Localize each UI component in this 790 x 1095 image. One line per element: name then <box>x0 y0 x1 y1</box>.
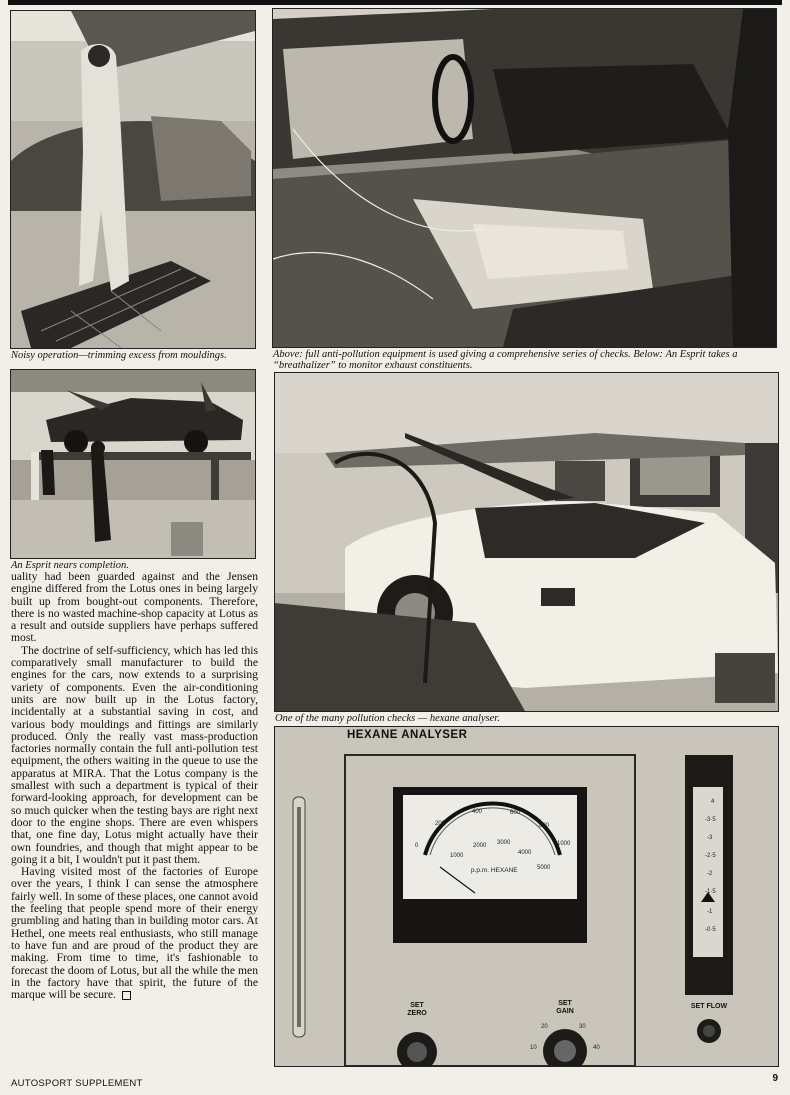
flow-scale-tick: -1 <box>707 909 713 915</box>
meter-inner-tick: 5000 <box>537 865 551 871</box>
page-number: 9 <box>772 1073 778 1084</box>
article-paragraph: uality had been guarded against and the Jensen engine differed from the Lotus ones in being largely built up from bought-out components. Therefore, there is no wasted machine-shop capacity at Lotus as a result and outside suppliers have perhaps suffered most. <box>11 571 258 645</box>
end-of-article-icon <box>122 991 131 1000</box>
flow-scale-tick: -3 <box>707 835 713 841</box>
meter-unit-label: p.p.m. HEXANE <box>471 867 518 874</box>
top-rule <box>8 0 782 5</box>
meter-inner-tick: 1000 <box>450 853 464 859</box>
photo-esprit-completion <box>10 369 256 559</box>
article-paragraph-text: Having visited most of the factories of Europe over the years, I think I can sense the atmosphere fairly well. In some of these places, one cannot avoid the feeling that people spend more of their energy grumbling and hating than in building motor cars. At Hethel, one meets real enthusiasts, who still manage to have fun and are proud of the product they are making. From time to time, it's fashionable to forecast the doom of Lotus, but all the while the men in the factory have that spirit, the future of the marque will be secure. <box>11 865 258 1002</box>
article-paragraph <box>11 866 258 1001</box>
flow-scale-tick: -2 <box>707 871 713 877</box>
set-gain-label: SET GAIN <box>556 1000 574 1015</box>
meter-outer-tick: 800 <box>539 823 550 829</box>
gain-scale-tick: 20 <box>541 1024 548 1030</box>
flow-scale-tick: -3·5 <box>705 817 716 823</box>
meter-outer-tick: 1000 <box>557 841 571 847</box>
article-paragraph: The doctrine of self-sufficiency, which has led this comparatively small manufacturer to build the engines for the cars, now extends to a surprising variety of components. Even the air-conditioning units are now built up in the Lotus factory, incidentally at a substantial saving in cost, and various body mouldings and fittings are similarly produced. Only the really vast mass-production factories normally contain the full anti-pollution test equipment, the others waiting in the queue to use the apparatus at MIRA. That the Lotus company is the smallest with such a department is typical of their forward-looking approach, for development can be so much quicker when the testing bays are right next door to the engine shops. There are even whispers that, one fine day, Lotus might actually have their own foundries, and though that might appear to be going it a bit, I wouldn't put it past them. <box>11 643 258 866</box>
meter-outer-tick: 0 <box>415 843 419 849</box>
photo-hexane-analyser <box>274 726 779 1067</box>
gain-scale-tick: 10 <box>530 1045 537 1051</box>
flow-scale-tick: -0·5 <box>705 927 716 933</box>
flow-scale-tick: -2·5 <box>705 853 716 859</box>
gain-scale-tick: 40 <box>593 1045 600 1051</box>
caption-pollution-equipment: Above: full anti-pollution equipment is used giving a comprehensive series of checks. Below: An Esprit takes a “breathalizer” to monitor exhaust constituents. <box>273 349 738 371</box>
publication-name: AUTOSPORT SUPPLEMENT <box>11 1078 143 1089</box>
set-zero-label: SET ZERO <box>407 1002 427 1017</box>
article-body <box>11 571 258 1076</box>
gain-scale-tick: 30 <box>579 1024 586 1030</box>
meter-outer-tick: 600 <box>510 810 521 816</box>
caption-esprit-completion: An Esprit nears completion. <box>11 560 129 571</box>
flow-scale-tick: 4 <box>711 799 715 805</box>
meter-inner-tick: 2000 <box>473 843 487 849</box>
set-flow-label: SET FLOW <box>690 1003 728 1010</box>
flow-scale-tick: -1·5 <box>705 889 716 895</box>
meter-inner-tick: 3000 <box>497 840 511 846</box>
analyser-title: HEXANE ANALYSER <box>347 729 468 741</box>
caption-pollution-check: One of the many pollution checks — hexane analyser. <box>275 713 500 724</box>
photo-trimming-mouldings <box>10 10 256 349</box>
meter-outer-tick: 200 <box>435 821 446 827</box>
photo-pollution-equipment <box>272 8 777 348</box>
meter-outer-tick: 400 <box>472 809 483 815</box>
caption-trimming: Noisy operation—trimming excess from mouldings. <box>11 350 227 361</box>
meter-inner-tick: 4000 <box>518 850 532 856</box>
photo-pollution-check <box>274 372 779 712</box>
